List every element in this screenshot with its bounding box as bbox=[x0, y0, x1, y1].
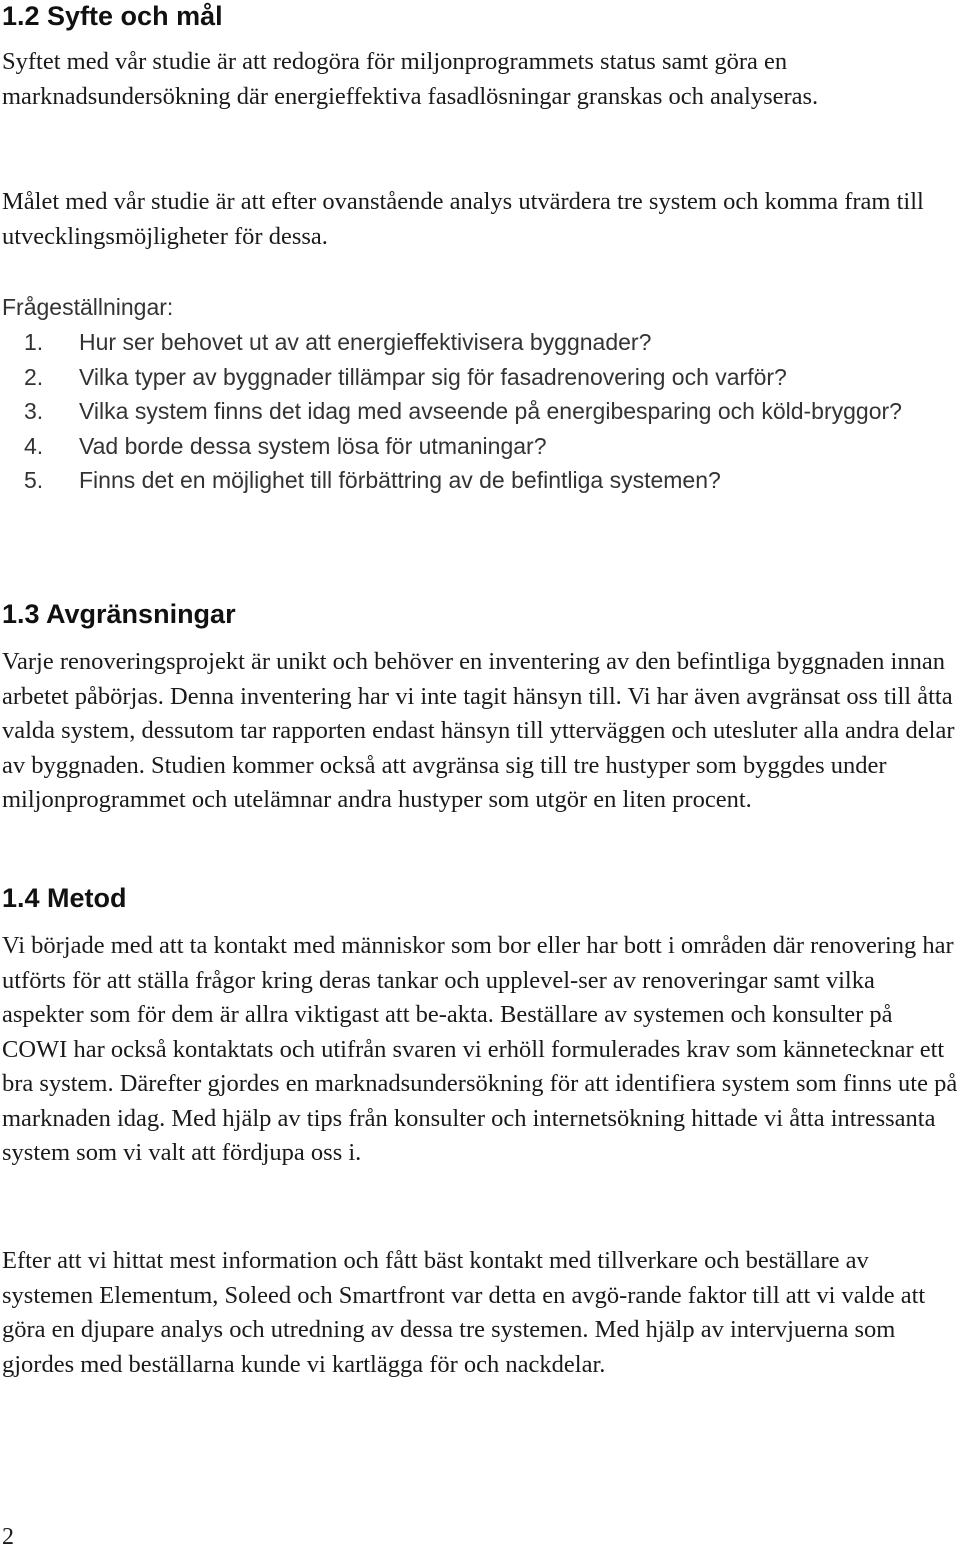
questions-list bbox=[2, 325, 960, 498]
section-heading-avgransningar: 1.3 Avgränsningar bbox=[2, 599, 236, 629]
list-item bbox=[2, 325, 960, 360]
list-item-number: 5. bbox=[24, 467, 44, 493]
page-number: 2 bbox=[2, 1524, 14, 1550]
section-heading-syfte: 1.2 Syfte och mål bbox=[2, 1, 223, 31]
list-item-number: 4. bbox=[24, 432, 44, 459]
list-item-text: Vad borde dessa system lösa för utmaningar? bbox=[79, 432, 547, 459]
section-heading-metod: 1.4 Metod bbox=[2, 883, 127, 913]
paragraph-malet: Målet med vår studie är att efter ovanstående analys utvärdera tre system och komma fram till utvecklingsmöjligheter för dessa. bbox=[2, 188, 924, 250]
list-item bbox=[2, 463, 960, 498]
paragraph-metod-2: Efter att vi hittat mest information och fått bäst kontakt med tillverkare och beställare av systemen Elementum, Soleed och Smartfront var detta en avgö-rande faktor till att vi valde att göra en djupare analys och utredning av dessa tre systemen. Med hjälp av intervjuerna som gjordes med beställarna kunde vi kartlägga för och nackdelar. bbox=[2, 1247, 926, 1378]
paragraph-avgransningar: Varje renoveringsprojekt är unikt och behöver en inventering av den befintliga byggnaden innan arbetet påbörjas. Denna inventering har vi inte tagit hänsyn till. Vi har även avgränsat oss till åtta valda system, dessutom tar rapporten endast hänsyn till ytterväggen och utesluter alla andra delar av byggnaden. Studien kommer också att avgränsa sig till tre hustyper som byggdes under miljonprogrammet och utelämnar andra hustyper som utgör en liten procent. bbox=[2, 648, 955, 813]
list-item bbox=[2, 394, 960, 429]
list-item-text: Finns det en möjlighet till förbättring av de befintliga systemen? bbox=[79, 467, 721, 493]
paragraph-metod-1: Vi började med att ta kontakt med människor som bor eller har bott i områden där renovering har utförts för att ställa frågor kring deras tankar och upplevel-ser av renoveringar samt vilka aspekter som för dem är allra viktigast att be-akta. Beställare av systemen och konsulter på COWI har också kontaktats och utifrån svaren vi erhöll formulerades krav som kännetecknar ett bra system. Därefter gjordes en marknadsundersökning för att identifiera system som finns ute på marknaden idag. Med hjälp av tips från konsulter och internetsökning hittade vi åtta intressanta system som vi valt att fördjupa oss i. bbox=[2, 932, 958, 1166]
list-item bbox=[2, 360, 960, 395]
list-item bbox=[2, 429, 960, 464]
list-item-text: Vilka typer av byggnader tillämpar sig för fasadrenovering och varför? bbox=[79, 363, 787, 390]
questions-label: Frågeställningar: bbox=[2, 294, 174, 320]
list-item-text: Vilka system finns det idag med avseende på energibesparing och köld-bryggor? bbox=[79, 398, 902, 424]
list-item-number: 1. bbox=[24, 329, 44, 355]
list-item-text: Hur ser behovet ut av att energieffektivisera byggnader? bbox=[79, 329, 652, 355]
paragraph-syfte: Syftet med vår studie är att redogöra för miljonprogrammets status samt göra en marknadsundersökning där energieffektiva fasadlösningar granskas och analyseras. bbox=[2, 48, 819, 110]
list-item-number: 3. bbox=[24, 398, 44, 424]
list-item-number: 2. bbox=[24, 363, 44, 390]
